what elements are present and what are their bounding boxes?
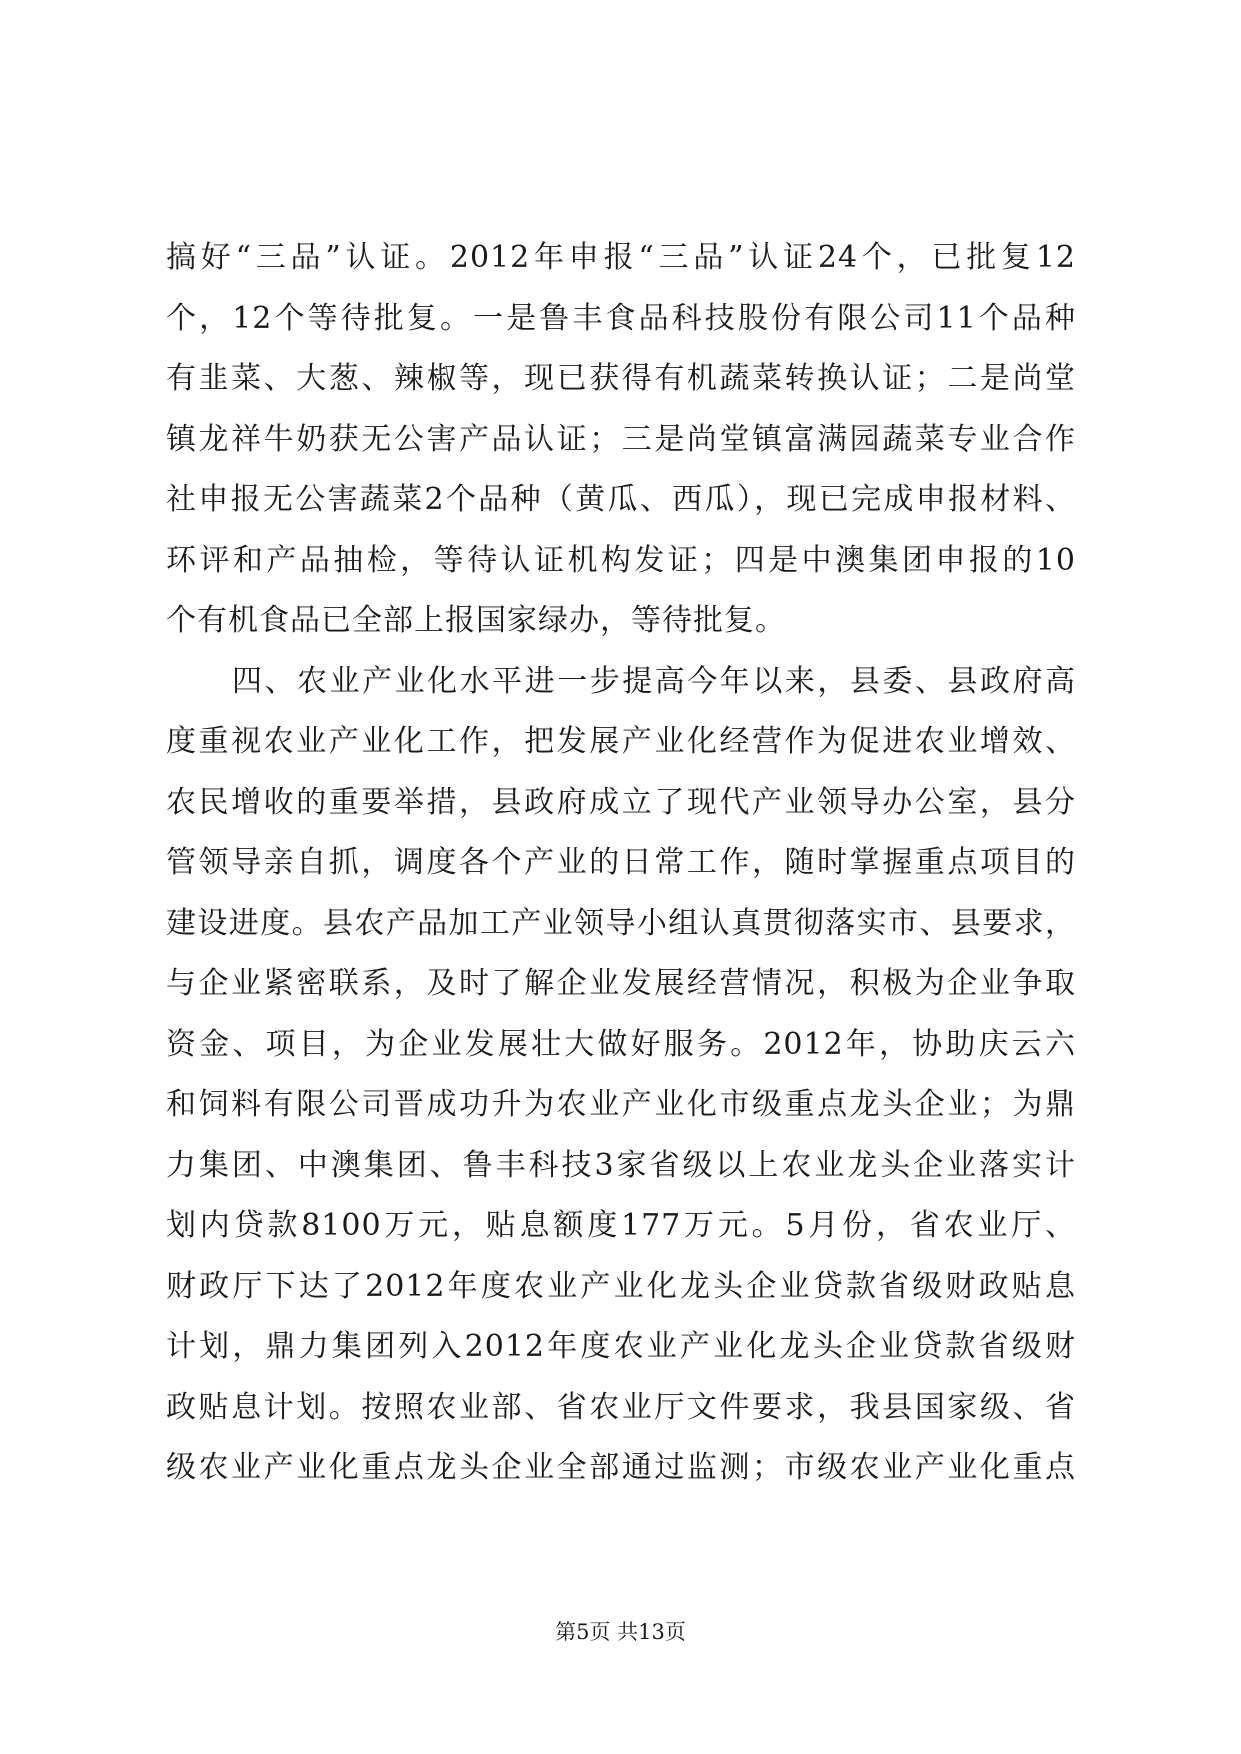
text-line: 政贴息计划。按照农业部、省农业厅文件要求，我县国家级、省 [166, 1389, 1076, 1425]
text-line: 度重视农业产业化工作，把发展产业化经营作为促进农业增效、 [166, 724, 1076, 759]
text-line: 搞好“三品”认证。2012年申报“三品”认证24个，已批复12 [166, 240, 1076, 275]
text-line: 社申报无公害蔬菜2个品种（黄瓜、西瓜），现已完成申报材料、 [166, 482, 1076, 517]
text-line: 资金、项目，为企业发展壮大做好服务。2012年，协助庆云六 [166, 1026, 1076, 1062]
text-line: 个有机食品已全部上报国家绿办，等待批复。 [166, 603, 786, 638]
text-line: 个，12个等待批复。一是鲁丰食品科技股份有限公司11个品种 [166, 300, 1076, 336]
text-line: 建设进度。县农产品加工产业领导小组认真贯彻落实市、县要求， [166, 905, 1076, 941]
text-line: 管领导亲自抓，调度各个产业的日常工作，随时掌握重点项目的 [166, 845, 1076, 880]
text-line: 镇龙祥牛奶获无公害产品认证；三是尚堂镇富满园蔬菜专业合作 [166, 421, 1076, 457]
body-text [166, 228, 1076, 1499]
text-line: 农民增收的重要举措，县政府成立了现代产业领导办公室，县分 [166, 784, 1076, 820]
text-line: 力集团、中澳集团、鲁丰科技3家省级以上农业龙头企业落实计 [166, 1147, 1076, 1183]
text-line: 级农业产业化重点龙头企业全部通过监测；市级农业产业化重点 [166, 1450, 1076, 1485]
text-line: 和饲料有限公司晋成功升为农业产业化市级重点龙头企业；为鼎 [166, 1087, 1076, 1122]
text-line: 财政厅下达了2012年度农业产业化龙头企业贷款省级财政贴息 [166, 1268, 1076, 1304]
text-line: 与企业紧密联系，及时了解企业发展经营情况，积极为企业争取 [166, 966, 1076, 1001]
text-line: 计划，鼎力集团列入2012年度农业产业化龙头企业贷款省级财 [166, 1329, 1076, 1364]
text-line: 划内贷款8100万元，贴息额度177万元。5月份，省农业厅、 [166, 1208, 1076, 1243]
text-line: 四、农业产业化水平进一步提高今年以来，县委、县政府高 [232, 663, 1076, 699]
text-line: 有韭菜、大葱、辣椒等，现已获得有机蔬菜转换认证；二是尚堂 [166, 361, 1076, 396]
page-number-footer: 第5页 共13页 [555, 1620, 686, 1644]
text-line: 环评和产品抽检，等待认证机构发证；四是中澳集团申报的10 [166, 542, 1076, 578]
